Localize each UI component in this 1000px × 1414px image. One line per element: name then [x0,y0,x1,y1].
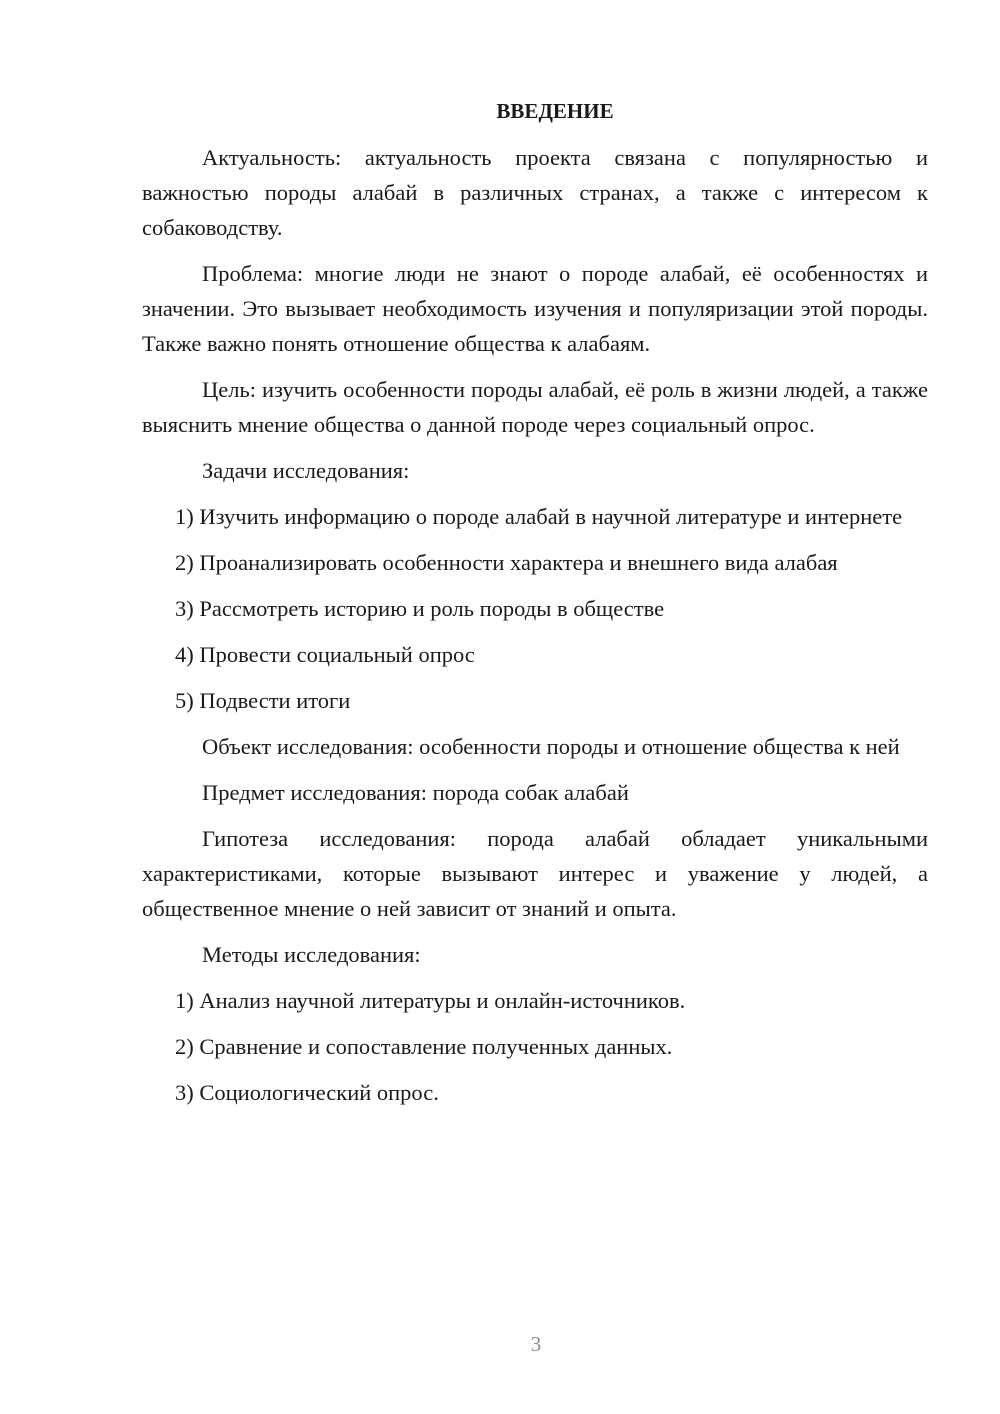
tasks-heading: Задачи исследования: [202,458,410,483]
object-paragraph: Объект исследования: особенности породы и отношение общества к ней [202,734,900,759]
task-item: 4) Провести социальный опрос [175,642,475,667]
page-content [142,94,928,1121]
method-item: 2) Сравнение и сопоставление полученных данных. [175,1034,673,1059]
task-item: 2) Проанализировать особенности характера и внешнего вида алабая [175,550,838,575]
task-item: 3) Рассмотреть историю и роль породы в обществе [175,596,665,621]
page-number: 3 [530,1332,542,1356]
relevance-paragraph: Актуальность: актуальность проекта связана с популярностью и важностью породы алабай в различных странах, а также с интересом к собаководству. [142,145,928,240]
task-item: 1) Изучить информацию о породе алабай в научной литературе и интернете [175,504,903,529]
method-item: 1) Анализ научной литературы и онлайн-источников. [175,988,686,1013]
method-item: 3) Социологический опрос. [175,1080,439,1105]
hypothesis-paragraph: Гипотеза исследования: порода алабай обладает уникальными характеристиками, которые вызывают интерес и уважение у людей, а общественное мнение о ней зависит от знаний и опыта. [142,826,928,921]
section-title: ВВЕДЕНИЕ [496,99,614,123]
task-item: 5) Подвести итоги [175,688,351,713]
goal-paragraph: Цель: изучить особенности породы алабай, её роль в жизни людей, а также выяснить мнение общества о данной породе через социальный опрос. [142,377,928,437]
subject-paragraph: Предмет исследования: порода собак алабай [202,780,629,805]
problem-paragraph: Проблема: многие люди не знают о породе алабай, её особенностях и значении. Это вызывает необходимость изучения и популяризации этой породы. Также важно понять отношение общества к алабаям. [142,261,928,356]
methods-heading: Методы исследования: [202,942,421,967]
